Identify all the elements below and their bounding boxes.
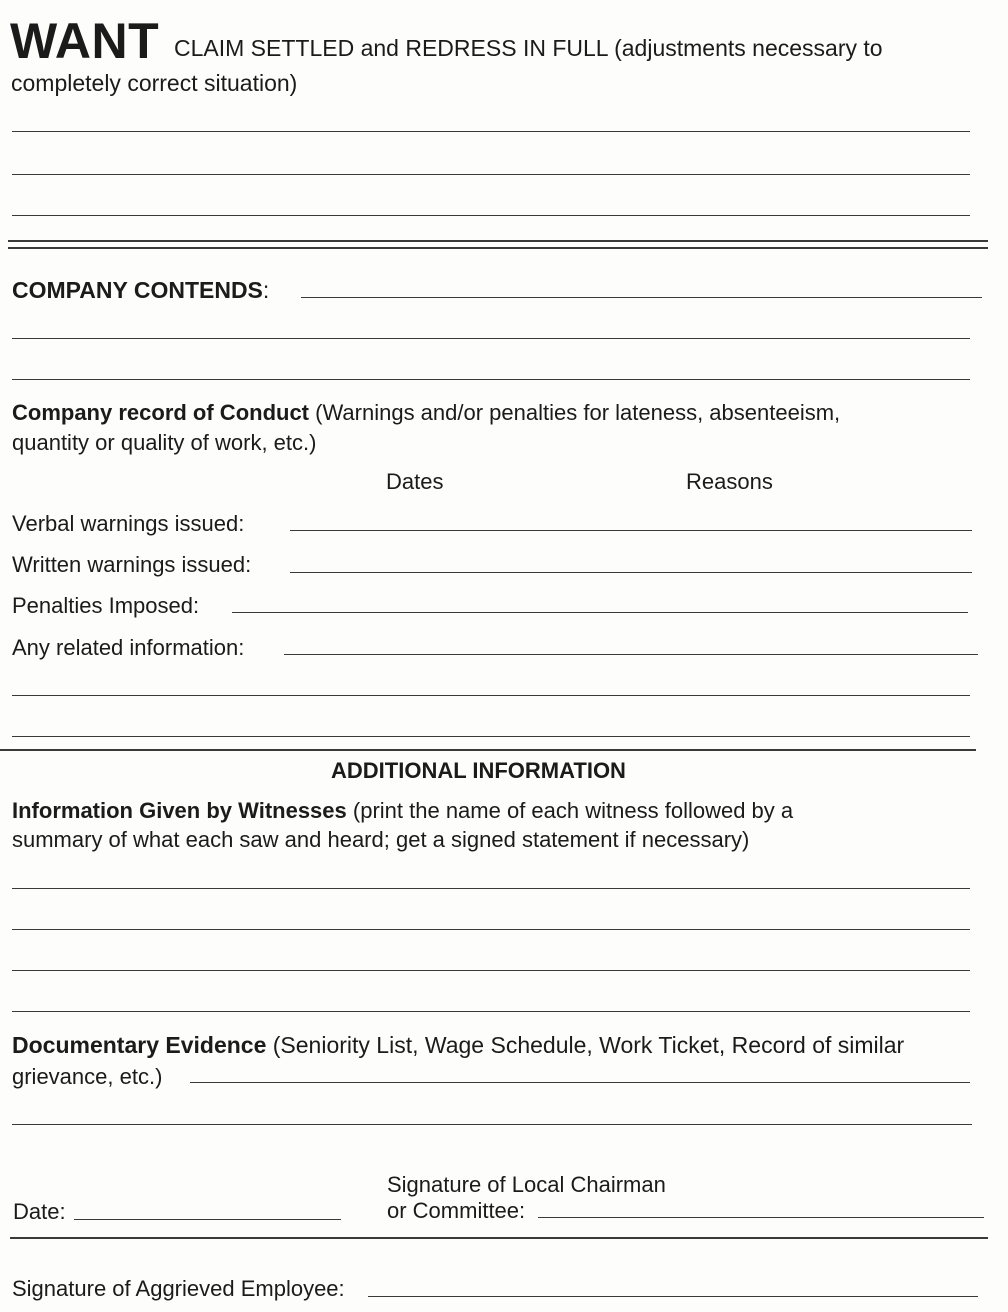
verbal-warnings-label: Verbal warnings issued: <box>12 511 245 536</box>
conduct-intro-line1 <box>12 400 840 426</box>
witness-line-2[interactable] <box>12 929 970 930</box>
company-contends-title: COMPANY CONTENDS <box>12 277 263 303</box>
written-warnings-field[interactable] <box>290 572 972 573</box>
aggrieved-employee-signature-field[interactable] <box>368 1296 978 1297</box>
related-information-field-2[interactable] <box>12 695 970 696</box>
evidence-intro-line1 <box>12 1032 904 1059</box>
company-contends-label <box>12 277 269 304</box>
penalties-imposed-label: Penalties Imposed: <box>12 593 200 618</box>
want-text-line2: completely correct situation) <box>11 70 298 96</box>
witness-line-4[interactable] <box>12 1011 970 1012</box>
signature-divider <box>10 1237 988 1239</box>
witness-line-3[interactable] <box>12 970 970 971</box>
aggrieved-employee-label: Signature of Aggrieved Employee: <box>12 1276 345 1301</box>
evidence-title: Documentary Evidence <box>12 1032 267 1058</box>
column-header-reasons: Reasons <box>686 469 773 494</box>
penalties-imposed-field[interactable] <box>232 612 968 613</box>
conduct-description: (Warnings and/or penalties for lateness, absenteeism, <box>315 400 841 425</box>
company-contends-line-3[interactable] <box>12 379 970 380</box>
want-answer-line-3[interactable] <box>12 215 970 216</box>
date-field[interactable] <box>74 1219 341 1220</box>
witness-description: (print the name of each witness followed by a <box>352 798 794 823</box>
want-text-line1: CLAIM SETTLED and REDRESS IN FULL (adjustments necessary to <box>174 35 883 61</box>
related-information-label: Any related information: <box>12 635 245 660</box>
witness-intro-line1 <box>12 798 793 824</box>
evidence-intro-line2: grievance, etc.) <box>12 1064 163 1089</box>
want-answer-line-1[interactable] <box>12 131 970 132</box>
local-chairman-signature-field[interactable] <box>538 1217 984 1218</box>
want-answer-line-2[interactable] <box>12 174 970 175</box>
related-information-field-3[interactable] <box>12 736 970 737</box>
additional-information-heading: ADDITIONAL INFORMATION <box>331 758 626 783</box>
witness-title: Information Given by Witnesses <box>12 798 347 823</box>
conduct-intro-line2: quantity or quality of work, etc.) <box>12 430 317 455</box>
company-contends-colon: : <box>262 277 270 303</box>
evidence-line-1[interactable] <box>190 1082 970 1083</box>
local-chairman-label-line1: Signature of Local Chairman <box>387 1172 666 1197</box>
section-divider <box>0 749 976 751</box>
date-label: Date: <box>13 1199 66 1224</box>
witness-line-1[interactable] <box>12 888 970 889</box>
want-heading: WANT <box>10 13 160 69</box>
verbal-warnings-field[interactable] <box>290 530 972 531</box>
company-contends-line-1[interactable] <box>301 297 982 298</box>
conduct-title: Company record of Conduct <box>12 400 310 425</box>
local-chairman-label-line2: or Committee: <box>387 1198 526 1223</box>
section-divider-double-bottom <box>8 247 988 249</box>
witness-intro-line2: summary of what each saw and heard; get a signed statement if necessary) <box>12 827 750 852</box>
related-information-field-1[interactable] <box>284 654 978 655</box>
written-warnings-label: Written warnings issued: <box>12 552 252 577</box>
section-divider-double-top <box>8 240 988 242</box>
column-header-dates: Dates <box>386 469 444 494</box>
evidence-line-2[interactable] <box>12 1124 972 1125</box>
evidence-description: (Seniority List, Wage Schedule, Work Ticket, Record of similar <box>272 1032 905 1058</box>
company-contends-line-2[interactable] <box>12 338 970 339</box>
